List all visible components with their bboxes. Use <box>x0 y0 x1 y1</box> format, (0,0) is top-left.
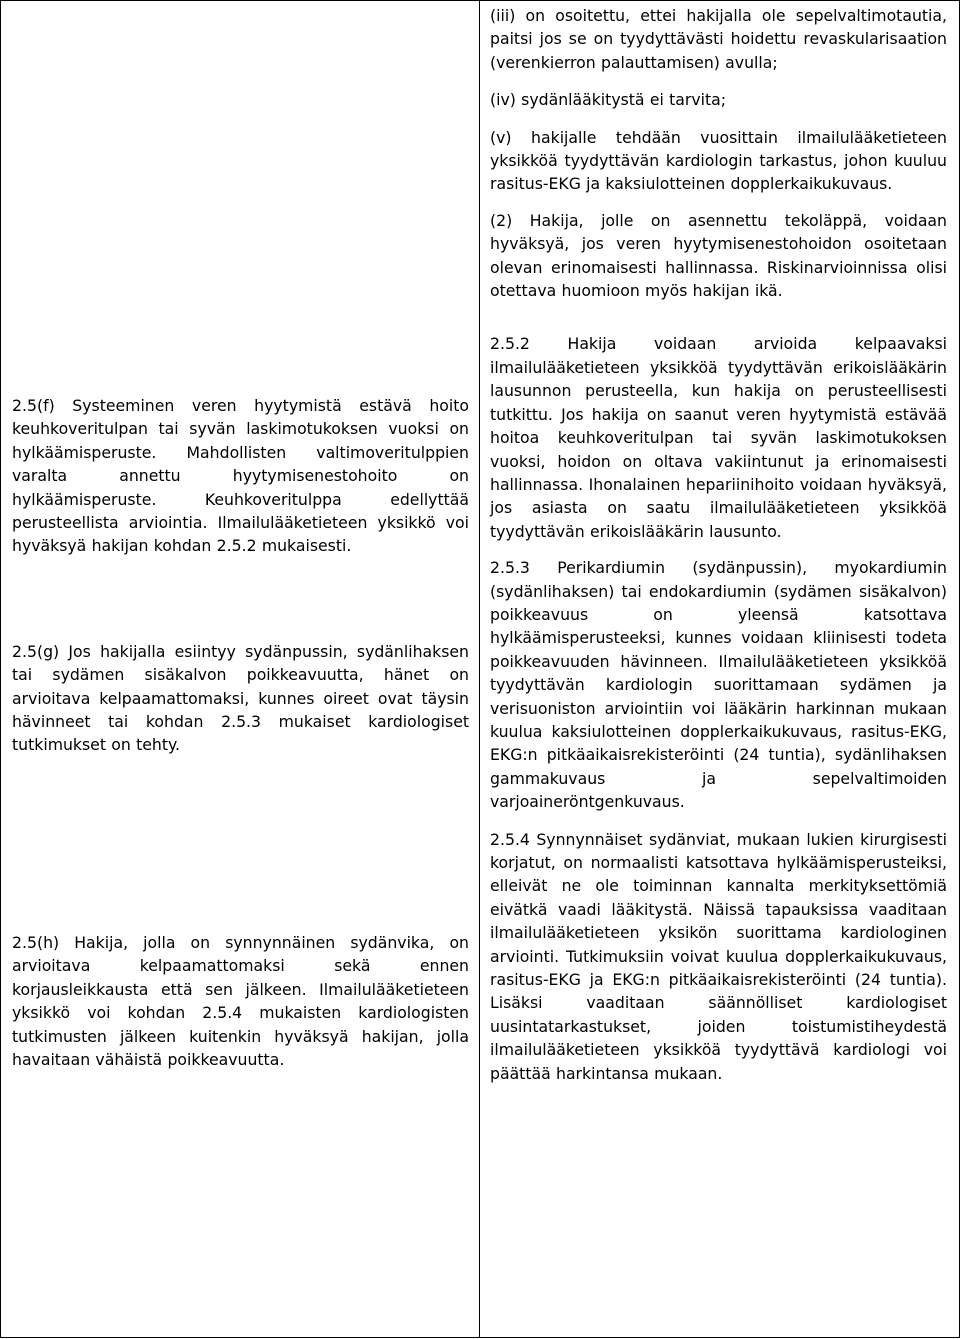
section-2-5-f-text: 2.5(f) Systeeminen veren hyytymistä estävä hoito keuhkoveritulpan tai syvän laskimotukoksen vuoksi on hylkäämisperuste. Mahdollisten valtimoveritulppien varalta annettu hyytymisenestohoito on hylkäämisperuste. Keuhkoveritulppa edellyttää perusteellista arviointia. Ilmailulääketieteen yksikkö voi hyväksyä hakijan kohdan 2.5.2 mukaisesti. <box>12 396 469 556</box>
spacer <box>12 757 469 931</box>
clause-iii-text: (iii) on osoitettu, ettei hakijalla ole sepelvaltimotautia, paitsi jos se on tyydyttävästi hoidettu revaskularisaation (verenkierron palauttamisen) avulla; <box>490 6 947 72</box>
spacer <box>490 74 947 88</box>
section-2-5-2-text: 2.5.2 Hakija voidaan arvioida kelpaavaksi ilmailulääketieteen yksikköä tyydyttävän erikoislääkärin lausunnon perusteella, kun hakija on perusteellisesti tutkittu. Jos hakija on saanut veren hyytymistä estävää hoitoa keuhkoveritulpan tai syvän laskimotukoksen vuoksi, hoidon on oltava vakiintunut ja erinomaisesti hallinnassa. Ihonalainen hepariinihoito voidaan hyväksyä, jos asiasta on saatu ilmailulääketieteen yksikköä tyydyttävän erikoislääkärin lausunto. <box>490 334 947 541</box>
spacer <box>490 112 947 126</box>
section-2-5-3-text: 2.5.3 Perikardiumin (sydänpussin), myokardiumin (sydänlihaksen) tai endokardiumin (sydämen sisäkalvon) poikkeavuus on yleensä katsottava hylkäämisperusteeksi, kunnes voidaan kliinisesti todeta poikkeavuuden hävinneen. Ilmailulääketieteen yksikköä tyydyttävän kardiologin suorittamaan sydämen ja verisuoniston arviointiin voi lääkärin harkinnan mukaan kuulua kaksiulotteinen dopplerkaikukuvaus, rasitus-EKG, EKG:n pitkäaikaisrekisteröinti (24 tuntia), sydänlihaksen gammakuvaus ja sepelvaltimoiden varjoaineröntgenkuvaus. <box>490 558 947 812</box>
spacer <box>12 558 469 640</box>
spacer <box>490 302 947 332</box>
spacer <box>490 196 947 209</box>
clause-iv-text: (iv) sydänlääkitystä ei tarvita; <box>490 90 727 110</box>
left-column-cell <box>1 1 480 1338</box>
right-column-cell <box>480 1 960 1338</box>
clause-2-text: (2) Hakija, jolle on asennettu tekoläppä, voidaan hyväksyä, jos veren hyytymisenestohoidon osoitetaan olevan erinomaisesti hallinnassa. Riskinarvioinnissa olisi otettava huomioon myös hakijan ikä. <box>490 210 947 301</box>
spacer <box>490 814 947 828</box>
section-2-5-4-text: 2.5.4 Synnynnäiset sydänviat, mukaan lukien kirurgisesti korjatut, on normaalisti katsottava hylkäämisperusteiksi, elleivät ne ole toiminnan kannalta merkityksettömiä eivätkä vaadi lääkitystä. Näissä tapauksissa vaaditaan ilmailulääketieteen yksikön suorittama kardiologinen arviointi. Tutkimuksiin voivat kuulua dopplerkaikukuvaus, rasitus-EKG ja EKG:n pitkäaikaisrekisteröinti (24 tuntia). Lisäksi vaaditaan säännölliset kardiologiset uusintatarkastukset, joiden toistumistiheydestä ilmailulääketieteen yksikköä tyydyttävä kardiologi voi päättää harkintansa mukaan. <box>490 829 947 1083</box>
table-row <box>1 1 960 1338</box>
section-2-5-g-text: 2.5(g) Jos hakijalla esiintyy sydänpussin, sydänlihaksen tai sydämen sisäkalvon poikkeavuutta, hänet on arvioitava kelpaamattomaksi, kunnes oireet ovat täysin hävinneet tai kohdan 2.5.3 mukaiset kardiologiset tutkimukset on tehty. <box>12 641 469 755</box>
spacer <box>490 543 947 556</box>
section-2-5-h-text: 2.5(h) Hakija, jolla on synnynnäinen sydänvika, on arvioitava kelpaamattomaksi sekä ennen korjausleikkausta että sen jälkeen. Ilmailulääketieteen yksikkö voi kohdan 2.5.4 mukaisten kardiologisten tutkimusten jälkeen kuitenkin hyväksyä hakijan, jolla havaitaan vähäistä poikkeavuutta. <box>12 932 469 1069</box>
clause-v-text: (v) hakijalle tehdään vuosittain ilmailulääketieteen yksikköä tyydyttävän kardiologin tarkastus, johon kuuluu rasitus-EKG ja kaksiulotteinen dopplerkaikukuvaus. <box>490 127 947 194</box>
left-top-blank <box>12 5 469 394</box>
